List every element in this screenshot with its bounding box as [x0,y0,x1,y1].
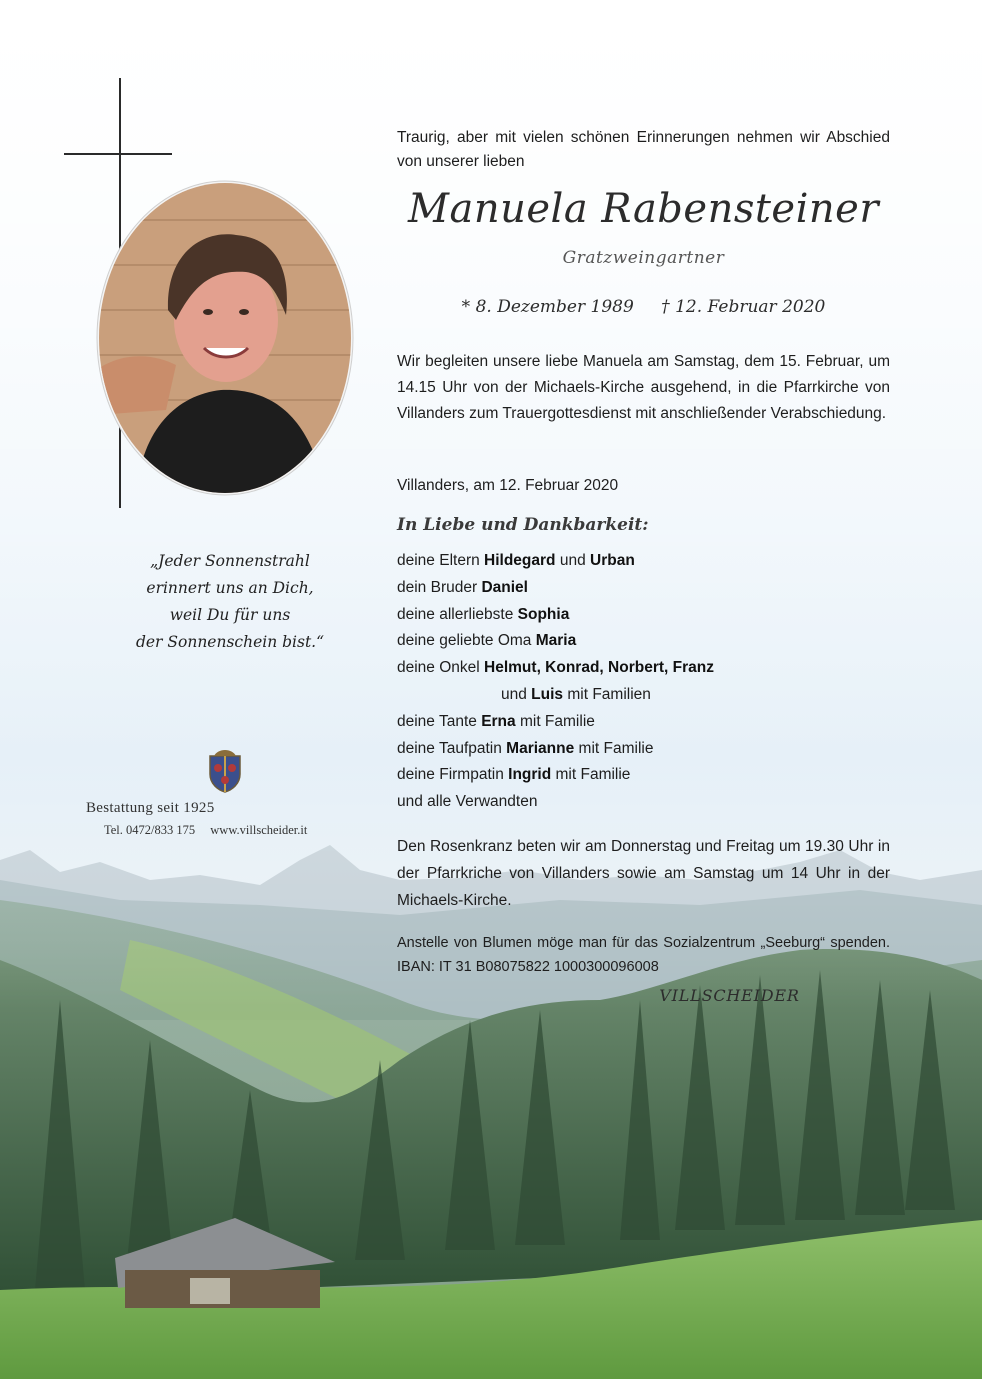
quote-line: erinnert uns an Dich, [146,579,314,597]
mourner-name: Urban [590,552,635,569]
mourner-name: Erna [481,712,516,730]
funeral-home-tagline: Bestattung seit 1925 [86,800,215,816]
mourners-list [397,548,890,816]
mourner-line: deine Tante Erna mit Familie [397,712,595,730]
funeral-home-phone: Tel. 0472/833 175 [104,823,196,837]
mourner-name: Maria [535,632,577,650]
deceased-name: Manuela Rabensteiner [408,186,879,232]
mourner-line: deine allerliebste Sophia [397,605,570,623]
memorial-quote [120,548,340,656]
mourner-line: und Luis mit Familien [501,685,651,703]
funeral-home-name: VILLSCHEIDER [659,986,800,1005]
cross-horizontal [64,153,172,155]
portrait-photo [96,180,354,496]
mourner-line: deine Firmpatin Ingrid mit Familie [397,766,631,784]
donation-notice: Anstelle von Blumen möge man für das Sozialzentrum „Seeburg“ spenden. IBAN: IT 31 B08075822 1000300096008 [397,935,890,975]
mourner-line: deine Eltern Hildegard und Urban [397,552,635,569]
funeral-home-crest-logo [200,748,250,794]
funeral-home-website[interactable]: www.villscheider.it [210,823,308,837]
mourner-name: Hildegard [484,552,556,569]
mourner-name: Sophia [517,605,570,623]
thanks-heading: In Liebe und Dankbarkeit: [397,515,649,535]
mourner-name: Ingrid [508,766,552,784]
mourner-name: Marianne [506,739,575,757]
quote-line: weil Du für uns [169,606,291,624]
mourner-line: deine Onkel Helmut, Konrad, Norbert, Franz [397,659,714,677]
rosary-notice: Den Rosenkranz beten wir am Donnerstag und Freitag um 19.30 Uhr in der Pfarrkriche von Villanders sowie am Samstag um 14 Uhr in der Michaels-Kirche. [397,838,890,909]
birth-date: * 8. Dezember 1989 [461,297,634,317]
quote-line: der Sonnenschein bist.“ [135,633,325,651]
death-date: † 12. Februar 2020 [661,297,826,317]
life-dates [397,297,890,317]
mourner-name: Daniel [481,578,528,596]
maiden-name: Gratzweingartner [562,248,725,268]
mourner-name: Luis [531,685,564,703]
intro-text: Traurig, aber mit vielen schönen Erinnerungen nehmen wir Abschied von unserer lieben [397,129,890,170]
place-and-date: Villanders, am 12. Februar 2020 [397,477,619,494]
mourner-name: Helmut, Konrad, Norbert, Franz [484,659,714,677]
funeral-announcement: Wir begleiten unsere liebe Manuela am Samstag, dem 15. Februar, um 14.15 Uhr von der Michaels-Kirche ausgehend, in die Pfarrkirche von Villanders zum Trauergottesdienst mit anschließender Verabschiedung. [397,353,890,422]
mourner-line: deine Taufpatin Marianne mit Familie [397,739,654,757]
mourner-line: deine geliebte Oma Maria [397,632,577,650]
mourner-line: dein Bruder Daniel [397,578,528,596]
mourner-line: und alle Verwandten [397,793,538,811]
quote-line: „Jeder Sonnenstrahl [150,552,310,570]
